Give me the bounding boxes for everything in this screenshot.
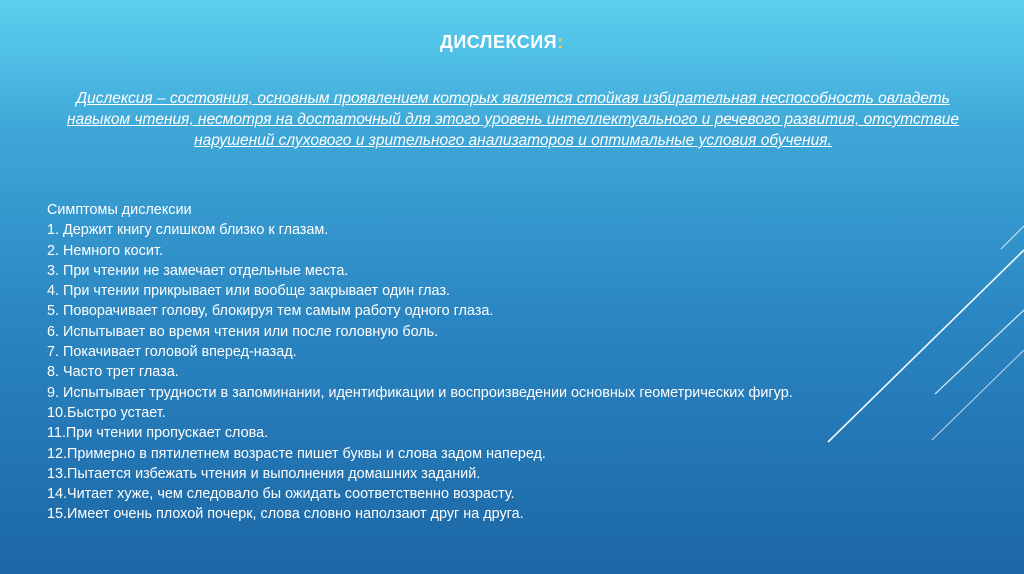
symptom-item: 13.Пытается избежать чтения и выполнения домашних заданий. (47, 465, 481, 482)
definition-text: Дислексия – состояния, основным проявлением которых является стойкая избирательная неспособность овладеть навыком чтения, несмотря на достаточный для этого уровень интеллектуального и речевого развития, отсутствие нарушений слухового и зрительного анализаторов и оптимальные условия обучения. (66, 90, 960, 149)
slide-title-colon: : (557, 32, 564, 52)
symptom-item: 6. Испытывает во время чтения или после головную боль. (47, 323, 439, 340)
symptom-item: 4. При чтении прикрывает или вообще закрывает один глаз. (47, 283, 450, 300)
symptom-item: 2. Немного косит. (47, 242, 163, 259)
symptom-item: 7. Покачивает головой вперед-назад. (47, 344, 297, 361)
symptom-item: 8. Часто трет глаза. (47, 364, 179, 381)
deco-line-2 (935, 310, 1024, 394)
symptom-item: 12.Примерно в пятилетнем возрасте пишет буквы и слова задом наперед. (47, 445, 546, 462)
deco-line-3 (1001, 226, 1024, 249)
symptom-item: 5. Поворачивает голову, блокируя тем самым работу одного глаза. (47, 303, 494, 320)
symptom-item: 14.Читает хуже, чем следовало бы ожидать соответственно возрасту. (47, 486, 515, 503)
slide-title-text: ДИСЛЕКСИЯ (440, 32, 558, 52)
slide-title (440, 32, 564, 53)
symptoms-list (47, 200, 945, 525)
symptom-item: 3. При чтении не замечает отдельные места. (47, 262, 349, 279)
symptom-item: 1. Держит книгу слишком близко к глазам. (47, 222, 329, 239)
deco-line-4 (932, 350, 1024, 440)
symptom-item: 15.Имеет очень плохой почерк, слова словно наползают друг на друга. (47, 506, 524, 523)
symptoms-heading: Симптомы дислексии (47, 202, 192, 218)
symptom-item: 11.При чтении пропускает слова. (47, 425, 269, 442)
symptom-item: 10.Быстро устает. (47, 404, 166, 421)
symptom-item: 9. Испытывает трудности в запоминании, идентификации и воспроизведении основных геометрических фигур. (47, 384, 793, 401)
